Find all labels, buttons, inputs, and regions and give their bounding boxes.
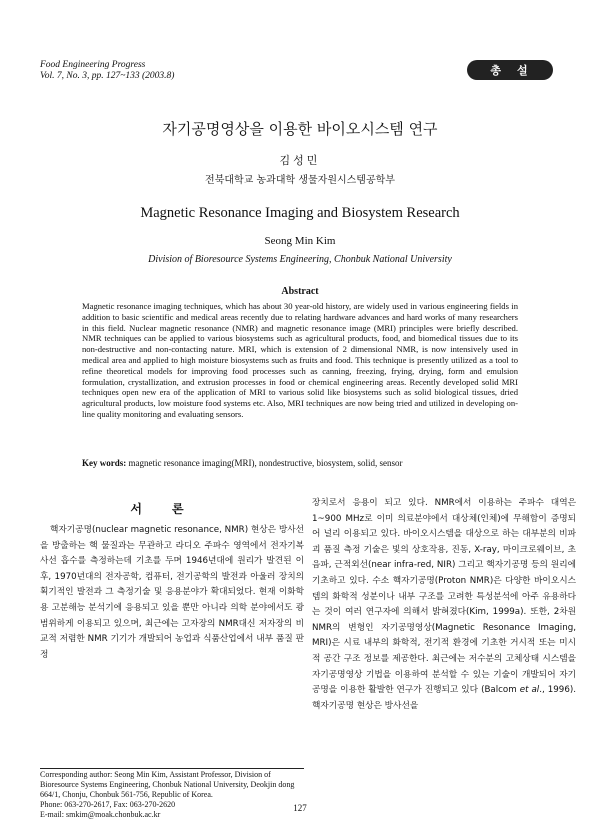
correspondence-author: Corresponding author: Seong Min Kim, Assistant Professor, Division of Bioresource Systems Engineering, Chonbuk National University, Deokjin dong 664/1, Chonju, Chonbuk 561-756, Republic of Korea. [40,770,295,799]
citation-author: (Balcom [481,685,517,696]
keywords-label: Key words: [82,458,127,468]
review-badge: 총설 [467,60,553,80]
abstract-text: Magnetic resonance imaging techniques, which has about 30 year-old history, are widely used in various engineering fields in addition to basic scientific and medical areas recently due to relating hardware advances and hard works of many researchers in this field. Nuclear magnetic resonance (NMR) and magnetic resonance image (MRI) principles were briefly described. NMR techniques can be applied to various biosystems such as agricultural products, food, and biomedical tissues due to its non-destructive and non-contacting nature. MRI, which is extension of 2 dimensional NMR, is now intensively used in medical area and applied to high moisture biosystems such as fruits and food. This technique is presently utilized as a tool to refine theoretical models for improving food processes such as canning, freezing, frying, drying, form and emulsion formulation, crystallization, and extrusion processes in food or chemical engineering areas. Recently developed solid MRI techniques open new era of the application of MRI to various solid like biosystems such as solid biological tissues, dried agricultural products, low moisture food systems etc. Also, MRI techniques are now being tried and utilized in developing on-line quality monitoring and evaluating sensors. [82,301,518,419]
korean-affiliation: 전북대학교 농과대학 생물자원시스템공학부 [205,175,395,186]
keywords [82,458,532,468]
section-title-introduction: 서론 [130,502,214,516]
journal-citation [40,60,174,82]
body-right-column [312,496,576,714]
abstract-heading: Abstract [281,286,319,297]
keywords-text: magnetic resonance imaging(MRI), nondestructive, biosystem, solid, sensor [128,458,403,468]
korean-author: 김성민 [279,154,321,167]
page-number: 127 [293,803,307,813]
journal-name: Food Engineering Progress [40,60,146,70]
body-left-column: 핵자기공명(nuclear magnetic resonance, NMR) 현상은 방사선을 방출하는 핵 물질과는 무관하고 라디오 주파수 영역에서 전자기복사선 흡수를 측정하는데 기초를 두며 1946년대에 원리가 발견된 이후, 1970년대의 전자공학, 컴퓨터, 전기공학의 발전과 아울러 장치의 획기적인 발전과 그 측정기술 및 응용분야가 확대되었다. 현재 이화학용 고분해능 분석기에 응용되고 있을 뿐만 아니라 의학 분야에서도 광범위하게 이용되고 있으며, 최근에는 고자장의 NMR대신 저자장의 비교적 저렴한 NMR 기기가 개발되어 농업과 식품산업에서 내부 품질 판정 [40,525,304,660]
correspondence-phone: Phone: 063-270-2617, Fax: 063-270-2620 [40,800,176,809]
correspondence-email: E-mail: smkim@moak.chonbuk.ac.kr [40,810,161,819]
citation-etal: et al [519,685,540,696]
english-title: Magnetic Resonance Imaging and Biosystem Research [140,205,460,221]
body-right-text: 장치로서 응용이 되고 있다. NMR에서 이용하는 주파수 대역은 1~900 MHz로 이미 의료분야에서 대상체(인체)에 무해함이 증명되어 널리 이용되고 있다. 바이오시스템을 대상으로 하는 대부분의 비파괴 품질 측정 기술은 빛의 상호작용, 진동, X-ray, 마이크로웨이브, 초음파, 근적외선(near infra-red, NIR) 그리고 핵자기공명 등의 원리에 기초하고 있다. 수소 핵자기공명(Proton NMR)은 다양한 바이오시스템의 화학적 성분이나 내부 구조를 고려한 특성분석에 아주 유용하다는 것이 여러 연구자에 의해서 밝혀졌다(Kim, 1999a). 또한, 2차원 NMR의 변형인 자기공명영상(Magnetic Resonance Imaging, MRI)은 시료 내부의 화학적, 전기적 환경에 기초한 거시적 또는 미시적 공간 구조 정보를 제공한다. 최근에는 저수분의 고체상태 시스템을 자기공명영상 기법을 이용하여 분석할 수 있는 기술이 개발되어 자기공명을 이용한 활발한 연구가 진행되고 있다 [312,498,576,696]
journal-volume: Vol. 7, No. 3, pp. 127~133 (2003.8) [40,71,175,81]
korean-title: 자기공명영상을 이용한 바이오시스템 연구 [162,120,438,138]
english-author: Seong Min Kim [264,235,336,247]
body-right-end: ., 1996). 핵자기공명 현상은 방사선을 [312,685,577,711]
footnote-divider [40,768,304,769]
english-affiliation: Division of Bioresource Systems Engineering, Chonbuk National University [148,254,452,265]
